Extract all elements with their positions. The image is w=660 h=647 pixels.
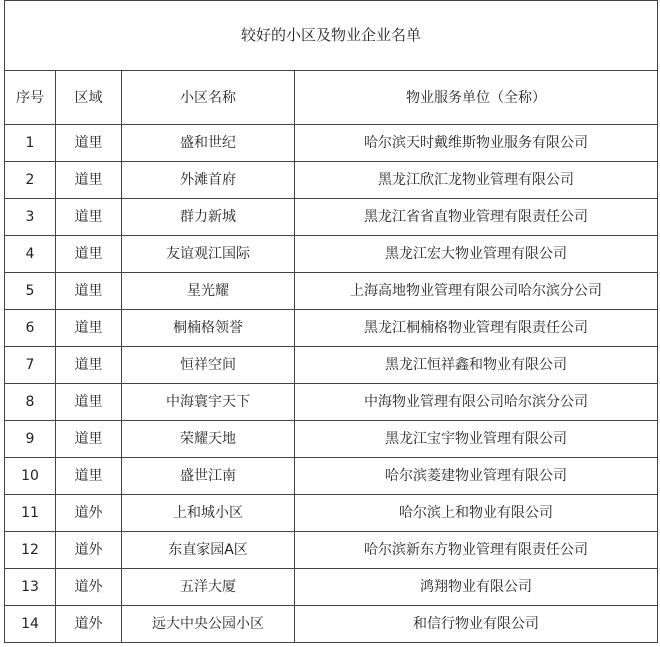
cell-company: 和信行物业有限公司 bbox=[295, 606, 658, 643]
cell-company: 上海高地物业管理有限公司哈尔滨分公司 bbox=[295, 273, 658, 310]
table-row bbox=[5, 162, 658, 199]
cell-district: 道里 bbox=[56, 458, 122, 495]
cell-district: 道里 bbox=[56, 162, 122, 199]
cell-community: 外滩首府 bbox=[122, 162, 295, 199]
cell-company: 哈尔滨天时戴维斯物业服务有限公司 bbox=[295, 125, 658, 162]
cell-company: 哈尔滨新东方物业管理有限责任公司 bbox=[295, 532, 658, 569]
cell-serial: 10 bbox=[5, 458, 56, 495]
cell-company: 鸿翔物业有限公司 bbox=[295, 569, 658, 606]
cell-community: 星光耀 bbox=[122, 273, 295, 310]
cell-serial: 6 bbox=[5, 310, 56, 347]
cell-community: 恒祥空间 bbox=[122, 347, 295, 384]
cell-district: 道里 bbox=[56, 273, 122, 310]
header-serial: 序号 bbox=[5, 71, 56, 125]
cell-district: 道里 bbox=[56, 384, 122, 421]
cell-company: 黑龙江宝宇物业管理有限公司 bbox=[295, 421, 658, 458]
cell-district: 道里 bbox=[56, 125, 122, 162]
cell-district: 道里 bbox=[56, 236, 122, 273]
cell-serial: 2 bbox=[5, 162, 56, 199]
table-row bbox=[5, 273, 658, 310]
cell-district: 道里 bbox=[56, 421, 122, 458]
cell-community: 东直家园A区 bbox=[122, 532, 295, 569]
header-community: 小区名称 bbox=[122, 71, 295, 125]
table-row bbox=[5, 495, 658, 532]
header-company: 物业服务单位（全称） bbox=[295, 71, 658, 125]
cell-serial: 11 bbox=[5, 495, 56, 532]
table-row bbox=[5, 458, 658, 495]
table-row bbox=[5, 569, 658, 606]
cell-serial: 13 bbox=[5, 569, 56, 606]
cell-serial: 14 bbox=[5, 606, 56, 643]
cell-community: 盛世江南 bbox=[122, 458, 295, 495]
table-row bbox=[5, 606, 658, 643]
cell-community: 五洋大厦 bbox=[122, 569, 295, 606]
cell-serial: 12 bbox=[5, 532, 56, 569]
property-list-table bbox=[4, 0, 658, 643]
cell-serial: 8 bbox=[5, 384, 56, 421]
table-row bbox=[5, 310, 658, 347]
table-row bbox=[5, 347, 658, 384]
cell-community: 群力新城 bbox=[122, 199, 295, 236]
cell-community: 远大中央公园小区 bbox=[122, 606, 295, 643]
table-row bbox=[5, 384, 658, 421]
cell-serial: 3 bbox=[5, 199, 56, 236]
cell-company: 黑龙江欣汇龙物业管理有限公司 bbox=[295, 162, 658, 199]
cell-district: 道外 bbox=[56, 569, 122, 606]
cell-community: 上和城小区 bbox=[122, 495, 295, 532]
table-row bbox=[5, 236, 658, 273]
cell-serial: 7 bbox=[5, 347, 56, 384]
table-row bbox=[5, 199, 658, 236]
table-row bbox=[5, 532, 658, 569]
cell-company: 黑龙江省省直物业管理有限责任公司 bbox=[295, 199, 658, 236]
title-row bbox=[5, 1, 658, 71]
cell-community: 荣耀天地 bbox=[122, 421, 295, 458]
cell-company: 哈尔滨上和物业有限公司 bbox=[295, 495, 658, 532]
table-row bbox=[5, 125, 658, 162]
cell-company: 中海物业管理有限公司哈尔滨分公司 bbox=[295, 384, 658, 421]
table-row bbox=[5, 421, 658, 458]
cell-company: 哈尔滨菱建物业管理有限公司 bbox=[295, 458, 658, 495]
cell-company: 黑龙江桐楠格物业管理有限责任公司 bbox=[295, 310, 658, 347]
cell-district: 道外 bbox=[56, 495, 122, 532]
cell-serial: 9 bbox=[5, 421, 56, 458]
cell-serial: 5 bbox=[5, 273, 56, 310]
cell-community: 友谊观江国际 bbox=[122, 236, 295, 273]
cell-serial: 4 bbox=[5, 236, 56, 273]
cell-district: 道外 bbox=[56, 606, 122, 643]
cell-community: 盛和世纪 bbox=[122, 125, 295, 162]
cell-community: 桐楠格领誉 bbox=[122, 310, 295, 347]
cell-district: 道外 bbox=[56, 532, 122, 569]
cell-district: 道里 bbox=[56, 199, 122, 236]
header-district: 区域 bbox=[56, 71, 122, 125]
cell-company: 黑龙江宏大物业管理有限公司 bbox=[295, 236, 658, 273]
table-title: 较好的小区及物业企业名单 bbox=[5, 1, 658, 71]
cell-district: 道里 bbox=[56, 347, 122, 384]
cell-district: 道里 bbox=[56, 310, 122, 347]
cell-company: 黑龙江恒祥鑫和物业有限公司 bbox=[295, 347, 658, 384]
cell-community: 中海寰宇天下 bbox=[122, 384, 295, 421]
cell-serial: 1 bbox=[5, 125, 56, 162]
header-row bbox=[5, 71, 658, 125]
